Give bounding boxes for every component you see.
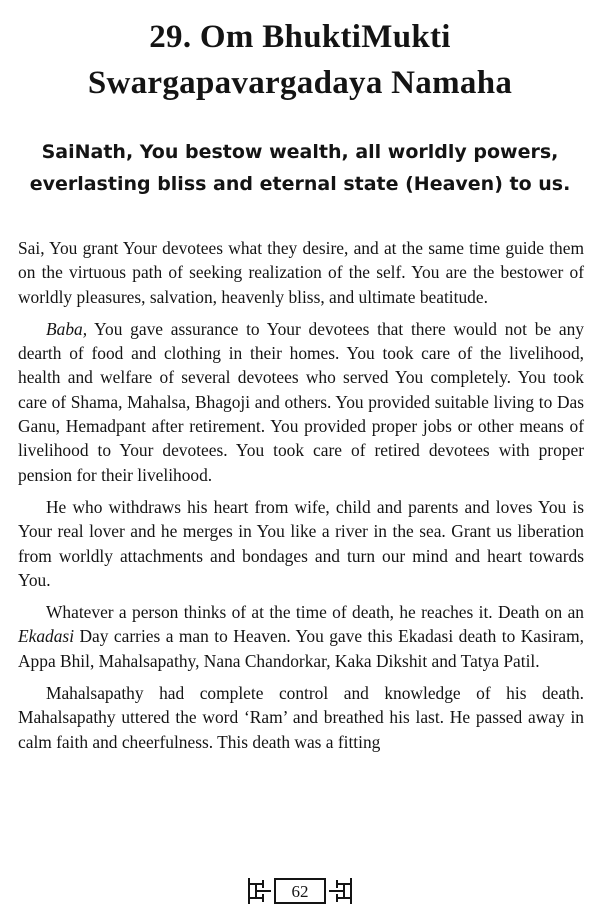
page-number-ornament bbox=[245, 874, 355, 908]
paragraph-2 bbox=[18, 317, 584, 487]
right-bracket-ornament-icon bbox=[329, 878, 351, 904]
paragraph-3-text: He who withdraws his heart from wife, child and parents and loves You is Your real lover and he merges in You like a river in the sea. Grant us liberation from worldly attachments and bondages and turn our mind and heart towards You. bbox=[18, 496, 584, 590]
page-footer bbox=[0, 874, 600, 908]
heading-line-2: Swargapavargadaya Namaha bbox=[87, 65, 513, 101]
paragraph-4-text-before: Whatever a person thinks of at the time of death, he reaches it. Death on an bbox=[46, 602, 584, 623]
paragraph-4 bbox=[18, 600, 584, 673]
chapter-heading bbox=[0, 14, 600, 106]
paragraph-1 bbox=[18, 236, 584, 309]
paragraph-1-text: Sai, You grant Your devotees what they desire, and at the same time guide them on the virtuous path of seeking realization of the self. You are the bestower of worldly pleasures, salvation, heavenly bliss, and ultimate beatitude. bbox=[18, 238, 584, 307]
body-text bbox=[18, 236, 584, 754]
paragraph-2-text: You gave assurance to Your devotees that there would not be any dearth of food and clothing in their homes. You took care of the livelihood, health and welfare of several devotees who served You completely. You took care of Shama, Mahalsa, Bhagoji and others. You provided suitable living to Das Ganu, Hemadpant after retirement. You provided proper jobs or other means of livelihood to Your devotees. You took care of retired devotees with proper pension for their livelihood. bbox=[18, 318, 584, 485]
paragraph-5 bbox=[18, 681, 584, 754]
left-bracket-ornament-icon bbox=[249, 878, 271, 904]
paragraph-3 bbox=[18, 495, 584, 592]
heading-line-1: 29. Om BhuktiMukti bbox=[149, 19, 451, 55]
paragraph-2-italic-lead: Baba, bbox=[46, 318, 88, 339]
subheading-line-2: everlasting bliss and eternal state (Heaven) to us. bbox=[29, 173, 571, 195]
chapter-subheading bbox=[0, 136, 600, 200]
paragraph-5-text: Mahalsapathy had complete control and knowledge of his death. Mahalsapathy uttered the word ‘Ram’ and breathed his last. He passed away in calm faith and cheerfulness. This death was a fitting bbox=[18, 683, 584, 752]
subheading-line-1: SaiNath, You bestow wealth, all worldly powers, bbox=[41, 141, 559, 163]
paragraph-4-text-after: Day carries a man to Heaven. You gave this Ekadasi death to Kasiram, Appa Bhil, Mahalsapathy, Nana Chandorkar, Kaka Dikshit and Tatya Patil. bbox=[18, 626, 584, 671]
paragraph-4-italic: Ekadasi bbox=[18, 626, 75, 647]
page-number: 62 bbox=[291, 882, 309, 901]
